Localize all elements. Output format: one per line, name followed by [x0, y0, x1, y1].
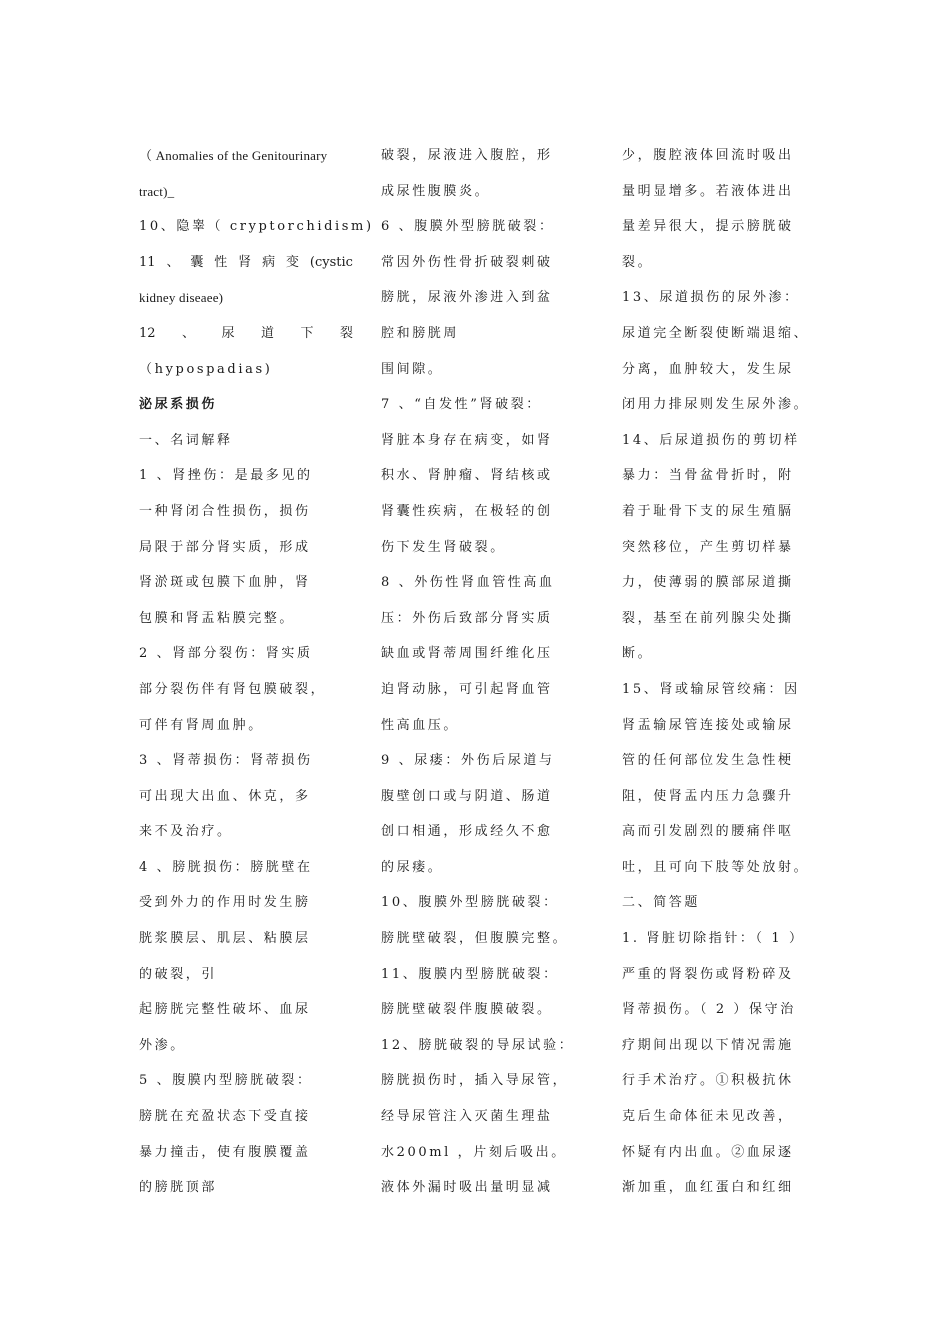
text-line: 14、后尿道损伤的剪切样 — [622, 432, 800, 448]
text-segment: 病 — [262, 254, 276, 270]
text-line: 3 、肾蒂损伤：肾蒂损伤 — [139, 753, 313, 769]
text-line: 部分裂伤伴有肾包膜破裂， — [139, 681, 327, 697]
text-line: 来不及治疗。 — [139, 824, 233, 840]
text-line: 可伴有肾周血肿。 — [139, 717, 264, 733]
text-segment: 肾 — [238, 254, 252, 270]
text-line: 腹壁创口或与阴道、肠道 — [381, 788, 553, 804]
text-line: 膀胱壁破裂，但腹膜完整。 — [381, 931, 569, 947]
text-line: 量明显增多。若液体进出 — [622, 183, 794, 199]
text-line: 管的任何部位发生急性梗 — [622, 753, 794, 769]
text-line: 肾囊性疾病，在极轻的创 — [381, 503, 553, 519]
text-line: 吐，且可向下肢等处放射。 — [622, 859, 810, 875]
text-line: 疗期间出现以下情况需施 — [622, 1037, 794, 1053]
section-heading: 泌尿系损伤 — [139, 397, 218, 413]
text-line: 1 、肾挫伤：是最多见的 — [139, 468, 313, 484]
text-line: 腔和膀胱周 — [381, 325, 460, 341]
text-line: 包膜和肾盂粘膜完整。 — [139, 610, 296, 626]
text-line: 尿道完全断裂使断端退缩、 — [622, 325, 810, 341]
text-line — [139, 245, 353, 281]
text-line: 肾脏本身存在病变，如肾 — [381, 432, 553, 448]
text-line: 11、腹膜内型膀胱破裂： — [381, 966, 559, 982]
text-segment: 裂 — [339, 325, 353, 341]
text-line: 水200ml ，片刻后吸出。 — [381, 1144, 567, 1160]
text-segment: 道 — [260, 325, 274, 341]
text-line: 突然移位，产生剪切样暴 — [622, 539, 794, 555]
text-column-2 — [381, 138, 595, 1206]
text-line: 高而引发剧烈的腰痛伴呕 — [622, 824, 794, 840]
text-line: 成尿性腹膜炎。 — [381, 183, 491, 199]
text-line: 伤下发生肾破裂。 — [381, 539, 506, 555]
text-line: 严重的肾裂伤或肾粉碎及 — [622, 966, 794, 982]
text-line: 1. 肾脏切除指针：（ 1 ） — [622, 931, 805, 947]
text-segment: 11 — [139, 254, 156, 270]
text-line: 起膀胱完整性破坏、血尿 — [139, 1002, 311, 1018]
text-line: 一、名词解释 — [139, 432, 233, 448]
text-line: 性高血压。 — [381, 717, 460, 733]
text-segment: 、 — [166, 254, 180, 270]
text-line: 常因外伤性骨折破裂刺破 — [381, 254, 553, 270]
text-line: 闭用力排尿则发生尿外渗。 — [622, 397, 810, 413]
text-line: 行手术治疗。①积极抗休 — [622, 1073, 794, 1089]
text-line: 9 、尿瘘：外伤后尿道与 — [381, 753, 555, 769]
text-line: 4 、膀胱损伤：膀胱壁在 — [139, 859, 313, 875]
text-line: 的膀胱顶部 — [139, 1180, 218, 1196]
text-line: 可出现大出血、休克，多 — [139, 788, 311, 804]
text-line: 5 、腹膜内型膀胱破裂： — [139, 1073, 313, 1089]
text-segment: 12 — [139, 325, 156, 341]
text-segment: 尿 — [221, 325, 235, 341]
text-line: 少，腹腔液体回流时吸出 — [622, 148, 794, 163]
text-line: kidney diseaee) — [139, 290, 224, 306]
text-line: 15、肾或输尿管绞痛：因 — [622, 681, 800, 697]
text-line: 创口相通，形成经久不愈 — [381, 824, 553, 840]
text-line: 肾淤斑或包膜下血肿，肾 — [139, 575, 311, 591]
text-segment: 变 — [285, 254, 299, 270]
text-line: 克后生命体征未见改善， — [622, 1109, 794, 1125]
text-line: 12、膀胱破裂的导尿试验： — [381, 1037, 575, 1053]
text-line: 裂。 — [622, 254, 654, 270]
text-line: 6 、腹膜外型膀胱破裂： — [381, 219, 555, 235]
text-line: 破裂，尿液进入腹腔，形 — [381, 148, 553, 163]
text-line: 的破裂，引 — [139, 966, 218, 982]
text-segment: 囊 — [190, 254, 204, 270]
text-line: 胱浆膜层、肌层、粘膜层 — [139, 931, 311, 947]
text-line: 膀胱损伤时，插入导尿管， — [381, 1073, 569, 1089]
text-line: 迫肾动脉，可引起肾血管 — [381, 681, 553, 697]
text-line: 8 、外伤性肾血管性高血 — [381, 575, 555, 591]
text-line: 2 、肾部分裂伤：肾实质 — [139, 646, 313, 662]
text-line: 力，使薄弱的膜部尿道撕 — [622, 575, 794, 591]
text-line: 经导尿管注入灭菌生理盐 — [381, 1109, 553, 1125]
text-line: 围间隙。 — [381, 361, 444, 377]
text-line: （ Anomalies of the Genitourinary — [139, 148, 328, 163]
text-line: 阻，使肾盂内压力急骤升 — [622, 788, 794, 804]
text-line: 外渗。 — [139, 1037, 186, 1053]
text-line: 10、腹膜外型膀胱破裂： — [381, 895, 559, 911]
text-line: 局限于部分肾实质，形成 — [139, 539, 311, 555]
text-line: 着于耻骨下支的尿生殖膈 — [622, 503, 794, 519]
text-line: 缺血或肾蒂周围纤维化压 — [381, 646, 553, 662]
text-line: 7 、“自发性”肾破裂： — [381, 397, 542, 413]
text-line: 怀疑有内出血。②血尿逐 — [622, 1144, 794, 1160]
text-line — [139, 316, 353, 352]
text-line: 液体外漏时吸出量明显减 — [381, 1180, 553, 1196]
text-line: 肾盂输尿管连接处或输尿 — [622, 717, 794, 733]
text-line: 膀胱在充盈状态下受直接 — [139, 1109, 311, 1125]
text-line: （hypospadias) — [139, 361, 273, 377]
text-line: 受到外力的作用时发生膀 — [139, 895, 311, 911]
text-line: 积水、肾肿瘤、肾结核或 — [381, 468, 553, 484]
text-line: 膀胱，尿液外渗进入到盆 — [381, 290, 553, 306]
text-column-3 — [622, 138, 828, 1206]
text-segment: (cystic — [309, 254, 353, 270]
text-segment: 、 — [182, 325, 196, 341]
text-line: 分离，血肿较大，发生尿 — [622, 361, 794, 377]
text-line: 压：外伤后致部分肾实质 — [381, 610, 553, 626]
text-line: 量差异很大，提示膀胱破 — [622, 219, 794, 235]
text-line: 暴力撞击，使有腹膜覆盖 — [139, 1144, 311, 1160]
text-line: 裂，基至在前列腺尖处撕 — [622, 610, 794, 626]
text-line: tract)_ — [139, 183, 175, 199]
text-line: 渐加重，血红蛋白和红细 — [622, 1180, 794, 1196]
text-line: 暴力：当骨盆骨折时，附 — [622, 468, 794, 484]
text-line: 的尿瘘。 — [381, 859, 444, 875]
text-line: 膀胱壁破裂伴腹膜破裂。 — [381, 1002, 553, 1018]
text-segment: 下 — [300, 325, 314, 341]
text-segment: 性 — [214, 254, 228, 270]
text-line: 13、尿道损伤的尿外渗： — [622, 290, 800, 306]
text-line: 二、简答题 — [622, 895, 701, 911]
text-line: 断。 — [622, 646, 654, 662]
text-line: 一种肾闭合性损伤，损伤 — [139, 503, 311, 519]
text-column-1 — [139, 138, 374, 1206]
text-line: 10、隐睾（ cryptorchidism) — [139, 219, 374, 235]
text-line: 肾蒂损伤。（ 2 ）保守治 — [622, 1002, 796, 1018]
